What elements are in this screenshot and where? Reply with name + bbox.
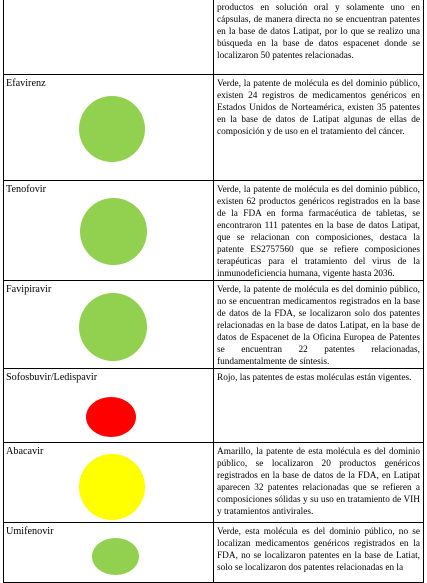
status-green-circle bbox=[79, 293, 147, 361]
table-row bbox=[4, 0, 424, 75]
status-red-circle bbox=[86, 397, 136, 437]
description-text: Verde, la patente de molécula es del dominio público, existen 24 registros de medicamentos genéricos en Estados Unidos de Norteamérica, existen 35 patentes en la base de datos de Latipat algunas de ellas de composición y de uso en el tratamiento del cáncer. bbox=[217, 79, 420, 137]
description-text: Rojo, las patentes de estas moléculas están vigentes. bbox=[217, 373, 412, 383]
description-cell bbox=[214, 181, 424, 281]
status-green-circle bbox=[79, 96, 145, 162]
table-row bbox=[4, 75, 424, 181]
drug-cell bbox=[4, 0, 214, 75]
table-row bbox=[4, 281, 424, 369]
description-cell bbox=[214, 443, 424, 523]
description-text: Verde, la patente de molécula es del dominio público, existen 62 productos genéricos registrados en la base de la FDA en forma farmacéutica de tabletas, se encontraron 111 patentes en la base de datos Latipat, que se relacionan con composiciones, destaca la patente ES2757560 que se refiere composiciones terapéuticas para el tratamiento del virus de la inmunodeficiencia humana, vigente hasta 2036. bbox=[217, 185, 420, 279]
status-green-circle bbox=[80, 198, 147, 265]
drug-name: Abacavir bbox=[6, 446, 44, 457]
drug-name: Tenofovir bbox=[6, 184, 47, 195]
drug-name: Efavirenz bbox=[6, 78, 46, 89]
table-row bbox=[4, 369, 424, 443]
description-cell bbox=[214, 369, 424, 443]
drug-name: Sofosbuvir/Ledispavir bbox=[6, 372, 98, 383]
description-text: Verde, la patente de molécula es del dominio público, no se encuentran medicamentos registrados en la base de datos de la FDA, se localizaron solo dos patentes relacionadas en la base de datos Latipat, en la base de datos de Espacenet de la Oficina Europea de Patentes se encuentran 22 patentes relacionadas, fundamentalmente de síntesis. bbox=[217, 285, 420, 367]
description-text: productos en solución oral y solamente uno en cápsulas, de manera directa no se encuentran patentes en la base de datos Latipat, por lo que se realizo una búsqueda en la base de datos espacenet donde se localizaron 50 patentes relacionadas. bbox=[217, 3, 420, 61]
table-row bbox=[4, 443, 424, 523]
description-cell bbox=[214, 75, 424, 181]
patent-status-table bbox=[3, 0, 424, 583]
table-row bbox=[4, 523, 424, 583]
description-cell bbox=[214, 281, 424, 369]
description-cell bbox=[214, 523, 424, 583]
status-yellow-circle bbox=[79, 454, 145, 520]
drug-cell bbox=[4, 443, 214, 523]
drug-cell bbox=[4, 181, 214, 281]
drug-name: Umifenovir bbox=[6, 526, 54, 537]
drug-cell bbox=[4, 369, 214, 443]
drug-name: Favipiravir bbox=[6, 284, 52, 295]
drug-cell bbox=[4, 75, 214, 181]
description-text: Verde, esta molécula es del dominio público, no se localizan medicamentos genéricos registrados en la FDA, no se localizaron patentes en la base de Latiat, solo se localizaron dos patentes relacionadas en la bbox=[217, 527, 420, 573]
description-text: Amarillo, la patente de esta molécula es del dominio público, se localizaron 20 productos genéricos registrados en la base de datos de la FDA, en Latipat aparecen 32 patentes relacionadas que se refieren a composiciones sólidas y su uso en tratamiento de VIH y tratamientos antivirales. bbox=[217, 447, 420, 517]
drug-cell bbox=[4, 523, 214, 583]
description-cell bbox=[214, 0, 424, 75]
drug-cell bbox=[4, 281, 214, 369]
status-green-circle bbox=[92, 538, 139, 575]
table-row bbox=[4, 181, 424, 281]
